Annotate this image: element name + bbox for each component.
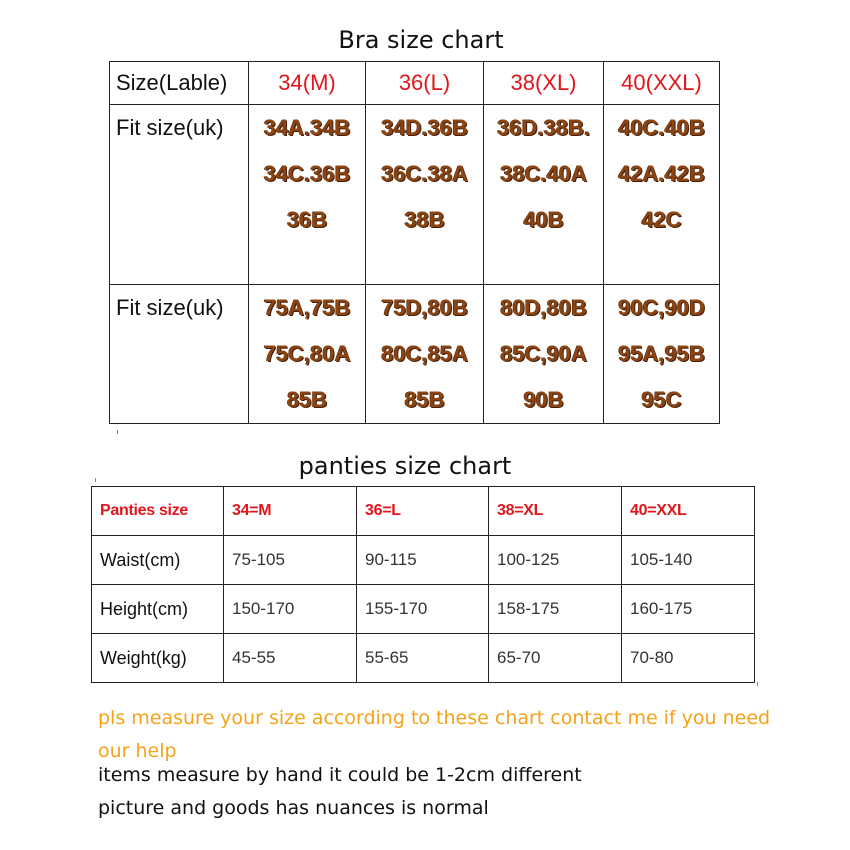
panties-chart-title: panties size chart: [298, 452, 512, 480]
fit-cell-40xxl: [604, 105, 720, 285]
fit-value: 95C: [641, 387, 682, 412]
fit-value: 95A,95B: [618, 341, 705, 366]
size-40xxl: 40(XXL): [604, 62, 720, 105]
bra-fit-row-letters: [110, 105, 720, 285]
table-row: [92, 634, 755, 683]
fit-cell-36l: [366, 285, 484, 424]
measure-note: pls measure your size according to these chart contact me if you need our help: [98, 707, 771, 762]
table-cell: 70-80: [622, 634, 755, 683]
weight-label: Weight(kg): [92, 634, 224, 683]
table-cell: 100-125: [489, 536, 622, 585]
fit-value: 85C,90A: [500, 341, 587, 366]
panties-size-l: 36=L: [357, 487, 489, 536]
height-label: Height(cm): [92, 585, 224, 634]
table-cell: 65-70: [489, 634, 622, 683]
panties-header-row: [92, 487, 755, 536]
fit-value: 34A.34B: [263, 115, 351, 140]
fit-value: 40C.40B: [618, 115, 705, 140]
fit-value: 80D,80B: [500, 295, 587, 320]
panties-size-table: [91, 486, 755, 683]
nuances-note: picture and goods has nuances is normal: [98, 797, 489, 819]
fit-value: 42A.42B: [618, 161, 705, 186]
table-row: [92, 585, 755, 634]
table-cell: 158-175: [489, 585, 622, 634]
fit-value: 90C,90D: [618, 295, 705, 320]
panties-size-xxl: 40=XXL: [622, 487, 755, 536]
fit-value: 75D,80B: [381, 295, 468, 320]
fit-value: 36C.38A: [381, 161, 468, 186]
table-cell: 150-170: [224, 585, 357, 634]
fit-cell-34m: [249, 105, 366, 285]
table-cell: 160-175: [622, 585, 755, 634]
table-row: [92, 536, 755, 585]
fit-value: 75A,75B: [263, 295, 351, 320]
size-34m: 34(M): [249, 62, 366, 105]
size-label-header: Size(Lable): [110, 62, 249, 105]
bra-fit-row-numbers: [110, 285, 720, 424]
fit-value: 85B: [404, 387, 445, 412]
table-cell: 105-140: [622, 536, 755, 585]
fit-value: 34C.36B: [263, 161, 351, 186]
fit-value: 80C,85A: [381, 341, 468, 366]
table-cell: 45-55: [224, 634, 357, 683]
table-cell: 55-65: [357, 634, 489, 683]
fit-value: 34D.36B: [381, 115, 468, 140]
bra-size-table: [109, 61, 720, 424]
fit-value: 75C,80A: [263, 341, 351, 366]
corner-mark: [757, 682, 758, 686]
corner-mark: [95, 478, 96, 482]
hand-measure-note: items measure by hand it could be 1-2cm different: [98, 764, 582, 786]
fit-value: 85B: [286, 387, 328, 412]
fit-value: 42C: [641, 207, 682, 232]
corner-mark: [117, 430, 118, 434]
fit-value: 38C.40A: [500, 161, 587, 186]
panties-size-m: 34=M: [224, 487, 357, 536]
fit-value: 40B: [523, 207, 564, 232]
table-cell: 155-170: [357, 585, 489, 634]
fit-value: 36B: [286, 207, 328, 232]
fit-size-label: Fit size(uk): [110, 285, 249, 424]
size-38xl: 38(XL): [484, 62, 604, 105]
fit-cell-36l: [366, 105, 484, 285]
fit-cell-34m: [249, 285, 366, 424]
table-cell: 90-115: [357, 536, 489, 585]
fit-size-label: Fit size(uk): [110, 105, 249, 285]
bra-chart-title: Bra size chart: [338, 26, 504, 54]
panties-size-xl: 38=XL: [489, 487, 622, 536]
table-cell: 75-105: [224, 536, 357, 585]
size-36l: 36(L): [366, 62, 484, 105]
fit-value: 36D.38B.: [497, 115, 590, 140]
fit-cell-40xxl: [604, 285, 720, 424]
fit-value: 38B: [404, 207, 445, 232]
fit-value: 90B: [523, 387, 564, 412]
panties-size-header: Panties size: [92, 487, 224, 536]
fit-cell-38xl: [484, 285, 604, 424]
waist-label: Waist(cm): [92, 536, 224, 585]
fit-cell-38xl: [484, 105, 604, 285]
bra-header-row: [110, 62, 720, 105]
